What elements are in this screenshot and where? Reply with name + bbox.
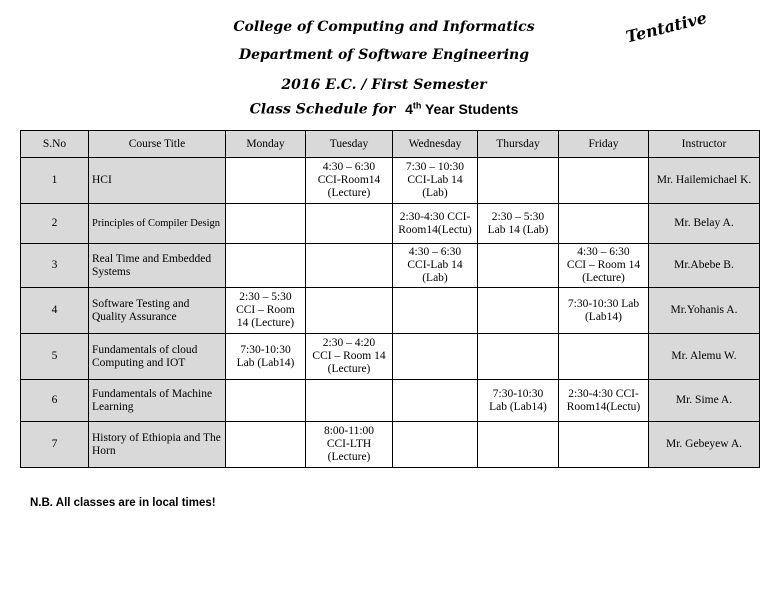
schedule-prefix: Class Schedule for xyxy=(249,101,396,118)
schedule-cell-wed xyxy=(393,288,478,334)
schedule-cell-tue xyxy=(306,334,393,380)
schedule-cell-line: 2:30 – 5:30 xyxy=(239,291,292,303)
instructor-name: Mr.Yohanis A. xyxy=(649,288,760,334)
schedule-cell-mon xyxy=(226,244,306,288)
course-title: HCI xyxy=(89,158,226,204)
schedule-cell-line: CCI – Room 14 xyxy=(566,259,641,271)
schedule-cell-line: (Lecture) xyxy=(327,187,371,199)
instructor-name: Mr. Belay A. xyxy=(649,204,760,244)
table-row xyxy=(21,422,760,468)
schedule-cell-thu xyxy=(478,288,559,334)
college-title: College of Computing and Informatics xyxy=(233,19,535,35)
column-header: Monday xyxy=(226,131,306,158)
schedule-cell-line: CCI-LTH xyxy=(326,438,372,450)
table-row xyxy=(21,288,760,334)
schedule-cell-mon xyxy=(226,334,306,380)
schedule-cell-wed xyxy=(393,204,478,244)
schedule-cell-line: CCI – Room 14 xyxy=(312,350,386,362)
column-header: Tuesday xyxy=(306,131,393,158)
schedule-cell-line: CCI-Lab 14 xyxy=(407,259,463,271)
schedule-cell-line: Lab (Lab14) xyxy=(489,400,547,413)
schedule-cell-tue xyxy=(306,422,393,468)
table-row xyxy=(21,334,760,380)
schedule-cell-tue xyxy=(306,380,393,422)
schedule-table xyxy=(20,130,760,468)
row-number: 1 xyxy=(21,158,89,204)
schedule-cell-line: 7:30-10:30 xyxy=(492,387,544,400)
schedule-cell-thu xyxy=(478,244,559,288)
instructor-name: Mr.Abebe B. xyxy=(649,244,760,288)
table-row xyxy=(21,380,760,422)
table-header-row xyxy=(21,131,760,158)
schedule-cell-wed xyxy=(393,422,478,468)
instructor-name: Mr. Hailemichael K. xyxy=(649,158,760,204)
row-number: 2 xyxy=(21,204,89,244)
column-header: Wednesday xyxy=(393,131,478,158)
department-title: Department of Software Engineering xyxy=(238,47,530,63)
row-number: 6 xyxy=(21,380,89,422)
schedule-cell-mon xyxy=(226,158,306,204)
schedule-cell-line: 7:30 – 10:30 xyxy=(405,161,465,173)
schedule-cell-line: CCI-Lab 14 xyxy=(407,174,463,186)
note-text: N.B. All classes are in local times! xyxy=(30,497,216,509)
schedule-cell-line: 2:30-4:30 CCI- xyxy=(568,387,639,400)
row-number: 4 xyxy=(21,288,89,334)
row-number: 3 xyxy=(21,244,89,288)
schedule-cell-fri xyxy=(559,288,649,334)
column-header: Thursday xyxy=(478,131,559,158)
schedule-cell-mon xyxy=(226,288,306,334)
schedule-cell-line: 8:00-11:00 xyxy=(323,425,375,437)
schedule-cell-mon xyxy=(226,204,306,244)
schedule-cell-line: 2:30 – 4:20 xyxy=(322,337,376,349)
course-title: Fundamentals of Machine Learning xyxy=(89,380,226,422)
course-title: Principles of Compiler Design xyxy=(89,204,226,244)
schedule-cell-line: 4:30 – 6:30 xyxy=(577,246,630,258)
schedule-cell-wed xyxy=(393,244,478,288)
year-number: 4th Year Students xyxy=(405,100,519,117)
instructor-name: Mr. Sime A. xyxy=(649,380,760,422)
course-title: Fundamentals of cloud Computing and IOT xyxy=(89,334,226,380)
schedule-cell-tue xyxy=(306,158,393,204)
column-header: Course Title xyxy=(89,131,226,158)
schedule-cell-fri xyxy=(559,158,649,204)
schedule-cell-line: 4:30 – 6:30 xyxy=(322,161,376,173)
schedule-cell-line: (Lecture) xyxy=(327,363,371,375)
column-header: S.No xyxy=(21,131,89,158)
table-row xyxy=(21,158,760,204)
schedule-cell-fri xyxy=(559,204,649,244)
schedule-cell-fri xyxy=(559,380,649,422)
schedule-cell-line: Lab 14 (Lab) xyxy=(487,223,549,236)
schedule-cell-line: Lab (Lab14) xyxy=(236,356,295,369)
schedule-cell-line: 14 (Lecture) xyxy=(236,317,295,329)
schedule-cell-thu xyxy=(478,422,559,468)
schedule-cell-thu xyxy=(478,158,559,204)
schedule-cell-line: (Lecture) xyxy=(582,272,625,284)
schedule-cell-line: 7:30-10:30 Lab xyxy=(567,297,640,310)
row-number: 5 xyxy=(21,334,89,380)
table-row xyxy=(21,204,760,244)
schedule-cell-wed xyxy=(393,380,478,422)
column-header: Instructor xyxy=(649,131,760,158)
course-title: Real Time and Embedded Systems xyxy=(89,244,226,288)
schedule-cell-line: (Lecture) xyxy=(327,451,371,463)
schedule-cell-tue xyxy=(306,204,393,244)
schedule-cell-line: 2:30-4:30 CCI- xyxy=(399,210,471,223)
schedule-title xyxy=(0,96,768,119)
column-header: Friday xyxy=(559,131,649,158)
tentative-stamp: Tentative xyxy=(624,8,709,47)
schedule-cell-line: CCI-Room14 xyxy=(317,174,381,186)
instructor-name: Mr. Alemu W. xyxy=(649,334,760,380)
schedule-cell-line: (Lab14) xyxy=(584,310,623,323)
schedule-cell-thu xyxy=(478,334,559,380)
schedule-cell-mon xyxy=(226,422,306,468)
schedule-cell-wed xyxy=(393,158,478,204)
course-title: History of Ethiopia and The Horn xyxy=(89,422,226,468)
schedule-cell-mon xyxy=(226,380,306,422)
schedule-cell-tue xyxy=(306,288,393,334)
schedule-cell-fri xyxy=(559,334,649,380)
schedule-cell-line: Room14(Lectu) xyxy=(566,400,641,413)
schedule-cell-line: CCI – Room xyxy=(236,304,295,316)
schedule-cell-line: Room14(Lectu) xyxy=(398,223,472,236)
schedule-cell-fri xyxy=(559,422,649,468)
schedule-cell-line: 4:30 – 6:30 xyxy=(408,246,462,258)
schedule-cell-fri xyxy=(559,244,649,288)
schedule-cell-wed xyxy=(393,334,478,380)
schedule-cell-thu xyxy=(478,380,559,422)
schedule-cell-line: 2:30 – 5:30 xyxy=(491,210,545,223)
schedule-cell-thu xyxy=(478,204,559,244)
course-title: Software Testing and Quality Assurance xyxy=(89,288,226,334)
instructor-name: Mr. Gebeyew A. xyxy=(649,422,760,468)
table-row xyxy=(21,244,760,288)
schedule-cell-tue xyxy=(306,244,393,288)
row-number: 7 xyxy=(21,422,89,468)
semester-title: 2016 E.C. / First Semester xyxy=(281,77,487,93)
schedule-cell-line: (Lab) xyxy=(422,187,448,199)
schedule-cell-line: 7:30-10:30 xyxy=(240,343,291,356)
schedule-cell-line: (Lab) xyxy=(422,272,448,284)
